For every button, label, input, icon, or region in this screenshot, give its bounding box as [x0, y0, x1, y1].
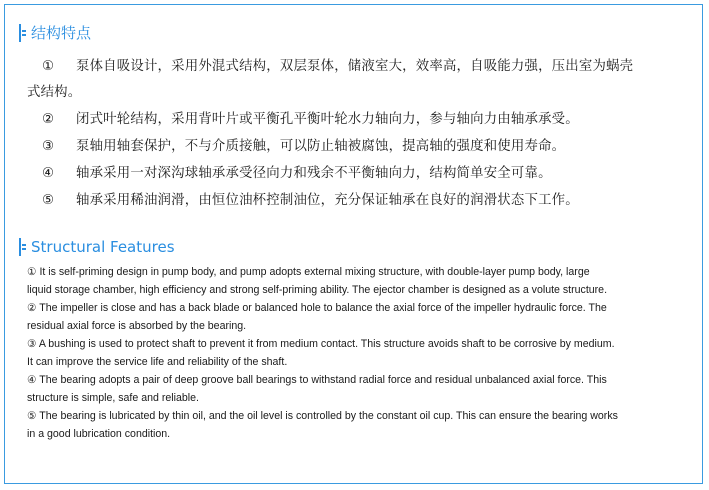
cn-item-3-text: 泵轴用轴套保护，不与介质接触，可以防止轴被腐蚀，提高轴的强度和使用寿命。 [76, 139, 566, 154]
cn-item-5-text: 轴承采用稀油润滑，由恒位油杯控制油位，充分保证轴承在良好的润滑状态下工作。 [76, 193, 579, 208]
cn-item-3-number: ③ [42, 139, 55, 154]
cn-item-1 [42, 55, 633, 74]
en-line-1: ① It is self-priming design in pump body, and pump adopts external mixing structure, with double-layer pump body, large [27, 266, 590, 278]
cn-item-1-continued: 式结构。 [27, 85, 82, 100]
english-section-heading [19, 238, 175, 256]
heading-marker-icon [19, 238, 27, 256]
chinese-heading-text: 结构特点 [31, 24, 92, 42]
cn-item-4 [42, 162, 552, 181]
en-line-9: ⑤ The bearing is lubricated by thin oil, and the oil level is controlled by the constant oil cup. This can ensure the bearing works [27, 410, 618, 422]
cn-item-4-number: ④ [42, 166, 55, 181]
cn-item-1-text: 泵体自吸设计，采用外混式结构，双层泵体，储液室大，效率高，自吸能力强，压出室为蜗壳 [76, 59, 634, 74]
en-line-2: liquid storage chamber, high efficiency and strong self-priming ability. The ejector chamber is designed as a volute structure. [27, 284, 608, 296]
en-line-4: residual axial force is absorbed by the bearing. [27, 320, 247, 332]
cn-item-3 [42, 135, 565, 154]
cn-item-2-number: ② [42, 112, 55, 127]
cn-item-2-text: 闭式叶轮结构，采用背叶片或平衡孔平衡叶轮水力轴向力，参与轴向力由轴承承受。 [76, 112, 579, 127]
english-heading-text: Structural Features [31, 238, 175, 256]
chinese-section-heading [19, 22, 91, 43]
en-line-8: structure is simple, safe and reliable. [27, 392, 199, 404]
en-line-3: ② The impeller is close and has a back blade or balanced hole to balance the axial force of the impeller hydraulic force. The [27, 302, 607, 314]
cn-item-1-number: ① [42, 59, 55, 74]
en-line-7: ④ The bearing adopts a pair of deep groove ball bearings to withstand radial force and residual unbalanced axial force. This [27, 374, 607, 386]
cn-item-4-text: 轴承采用一对深沟球轴承承受径向力和残余不平衡轴向力，结构简单安全可靠。 [76, 166, 552, 181]
heading-marker-icon [19, 24, 27, 42]
cn-item-2 [42, 108, 579, 127]
en-line-5: ③ A bushing is used to protect shaft to prevent it from medium contact. This structure avoids shaft to be corrosive by medium. [27, 338, 615, 350]
cn-item-5 [42, 189, 579, 208]
en-line-6: It can improve the service life and reliability of the shaft. [27, 356, 288, 368]
en-line-10: in a good lubrication condition. [27, 428, 171, 440]
cn-item-5-number: ⑤ [42, 193, 55, 208]
